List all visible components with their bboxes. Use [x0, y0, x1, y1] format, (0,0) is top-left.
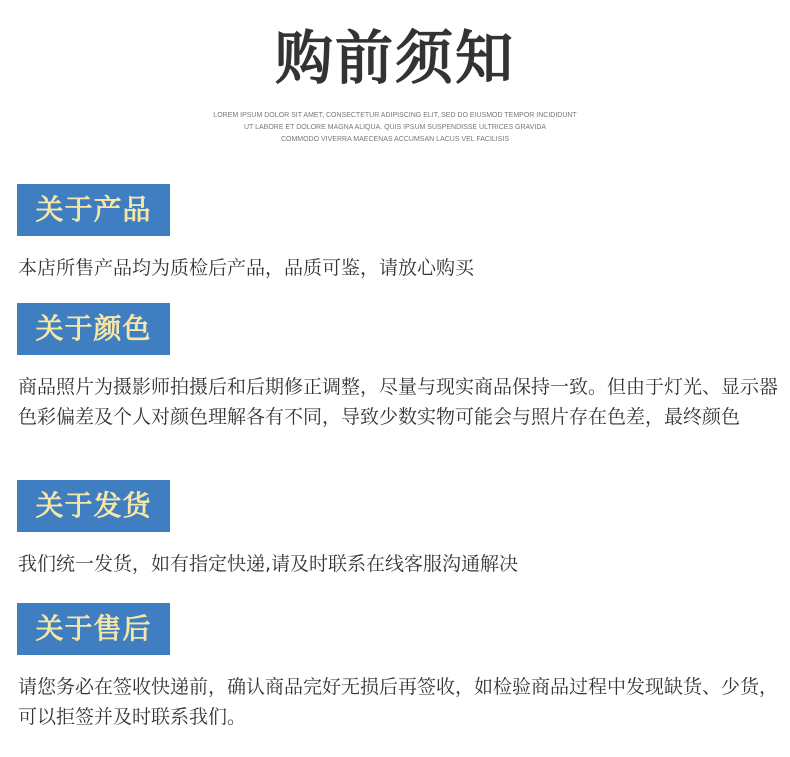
section-text-color: 商品照片为摄影师拍摄后和后期修正调整，尽量与现实商品保持一致。但由于灯光、显示器色彩偏差及个人对颜色理解各有不同，导致少数实物可能会与照片存在色差，最终颜色 [18, 376, 779, 428]
section-text-shipping: 我们统一发货，如有指定快递,请及时联系在线客服沟通解决 [18, 553, 519, 575]
section-text-product: 本店所售产品均为质检后产品，品质可鉴，请放心购买 [18, 257, 475, 279]
section-text-after-sales: 请您务必在签收快递前，确认商品完好无损后再签收，如检验商品过程中发现缺货、少货，可以拒签并及时联系我们。 [18, 676, 779, 728]
section-heading-product: 关于产品 [17, 184, 170, 236]
page-title: 购前须知 [274, 24, 515, 92]
section-heading-shipping: 关于发货 [17, 480, 170, 532]
section-heading-after-sales: 关于售后 [17, 603, 170, 655]
subtitle-line: UT LABORE ET DOLORE MAGNA ALIQUA. QUIS IPSUM SUSPENDISSE ULTRICES GRAVIDA [243, 124, 547, 131]
subtitle-line: COMMODO VIVERRA MAECENAS ACCUMSAN LACUS VEL FACILISIS [280, 136, 510, 143]
subtitle-line: LOREM IPSUM DOLOR SIT AMET, CONSECTETUR ADIPISCING ELIT, SED DO EIUSMOD TEMPOR INCIDIDUNT [213, 112, 577, 119]
section-heading-color: 关于颜色 [17, 303, 170, 355]
subtitle [0, 110, 790, 146]
